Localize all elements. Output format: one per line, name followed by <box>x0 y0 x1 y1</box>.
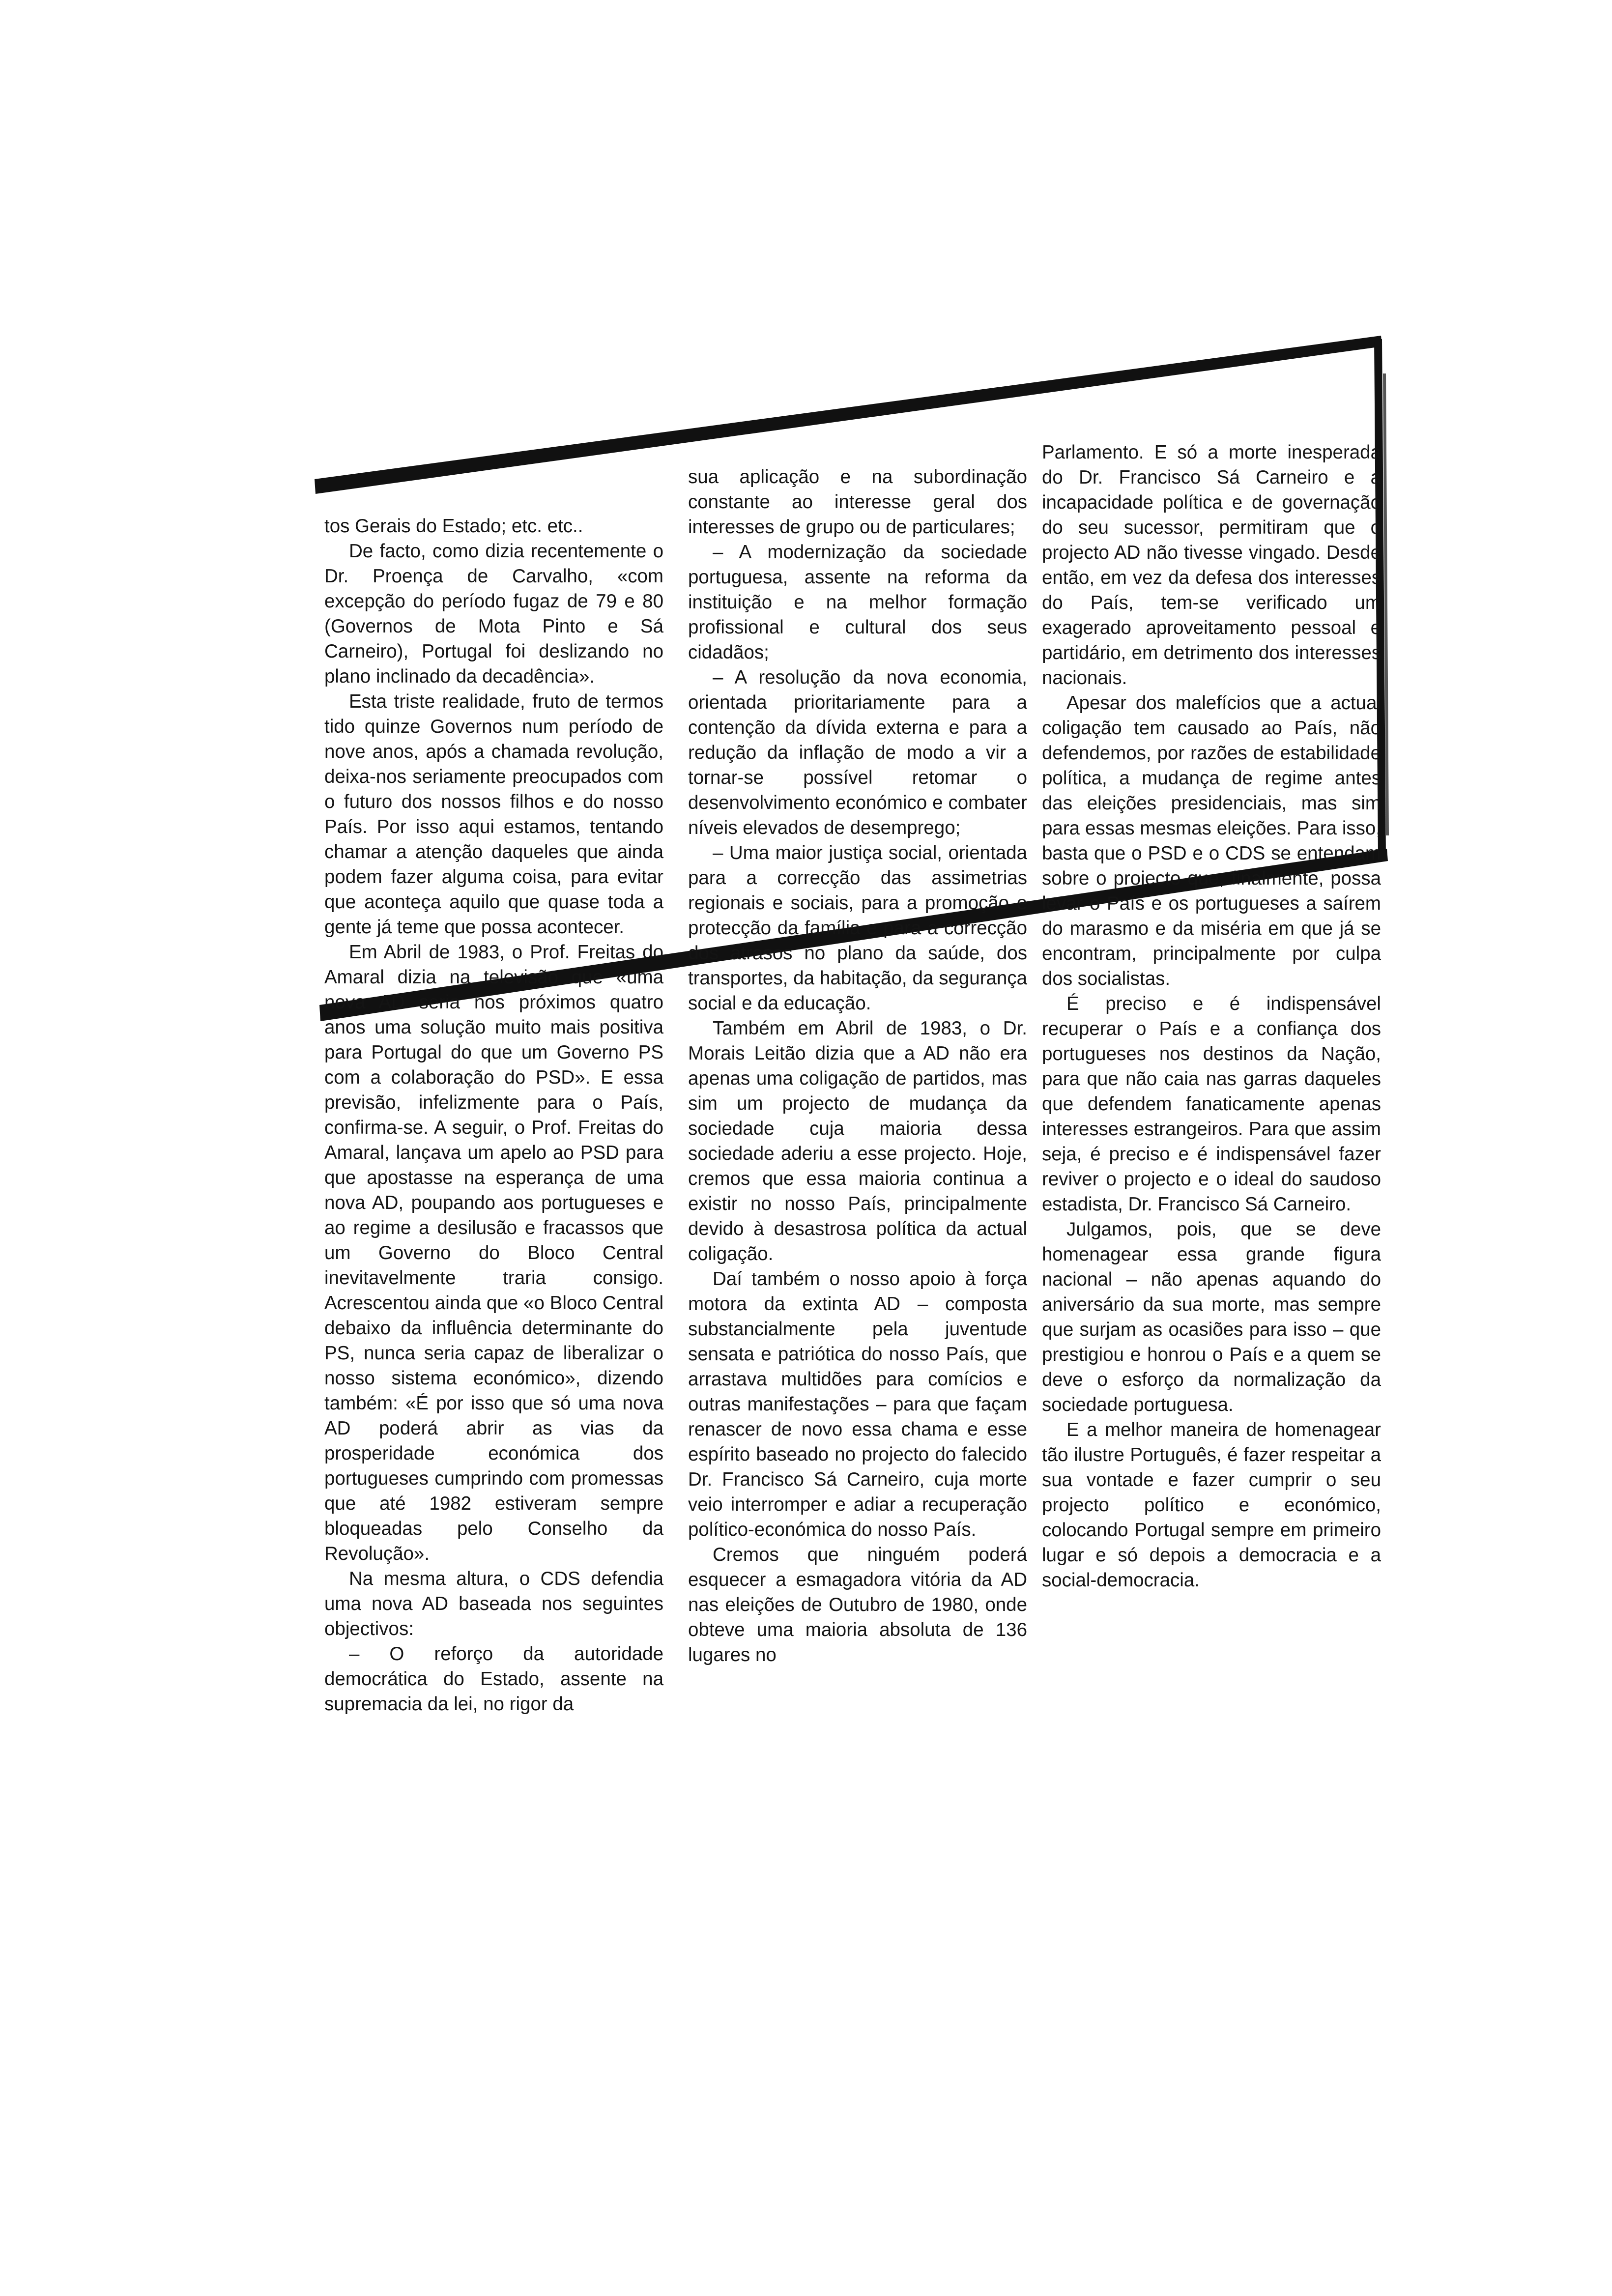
article-column-2 <box>688 464 1027 1667</box>
paragraph: Parlamento. E só a morte inesperada do Dr. Francisco Sá Carneiro e a incapacidade política e de governação do seu sucessor, permitiram que o projecto AD não tivesse vingado. Desde então, em vez da defesa dos interesses do País, tem-se verificado um exagerado aproveitamento pessoal e partidário, em detrimento dos interesses nacionais. <box>1042 442 1381 689</box>
article-column-3 <box>1042 440 1381 1593</box>
article-column-1 <box>324 514 663 1717</box>
paragraph: Também em Abril de 1983, o Dr. Morais Leitão dizia que a AD não era apenas uma coligação de partidos, mas sim um projecto de mudança da sociedade cuja maioria dessa sociedade aderiu a esse projecto. Hoje, cremos que essa maioria continua a existir no nosso País, principalmente devido à desastrosa política da actual coligação. <box>688 1018 1027 1264</box>
paragraph: Em Abril de 1983, o Prof. Freitas do Amaral dizia na televisão que «uma nova AD seria nos próximos quatro anos uma solução muito mais positiva para Portugal do que um Governo PS com a colaboração do PSD». E essa previsão, infelizmente para o País, confirma-se. A seguir, o Prof. Freitas do Amaral, lançava um apelo ao PSD para que apostasse na esperança de uma nova AD, poupando aos portugueses e ao regime a desilusão e fracassos que um Governo do Bloco Central inevitavelmente traria consigo. Acrescentou ainda que «o Bloco Central debaixo da influência determinante do PS, nunca seria capaz de liberalizar o nosso sistema económico», dizendo também: «É por isso que só uma nova AD poderá abrir as vias da prosperidade económica dos portugueses cumprindo com promessas que até 1982 estiveram sempre bloqueadas pelo Conselho da Revolução». <box>324 942 663 1564</box>
paragraph: – O reforço da autoridade democrática do Estado, assente na supremacia da lei, no rigor da <box>324 1643 663 1715</box>
paragraph: – A resolução da nova economia, orientada prioritariamente para a contenção da dívida externa e para a redução da inflação de modo a vir a tornar-se possível retomar o desenvolvimento económico e combater níveis elevados de desemprego; <box>688 667 1027 838</box>
paragraph: Apesar dos malefícios que a actual coligação tem causado ao País, não defendemos, por razões de estabilidade política, a mudança de regime antes das eleições presidenciais, mas sim para essas mesmas eleições. Para isso, basta que o PSD e o CDS se entendam sobre o projecto que, finalmente, possa levar o País e os portugueses a saírem do marasmo e da miséria em que já se encontram, principalmente por culpa dos socialistas. <box>1042 692 1381 989</box>
paragraph: Daí também o nosso apoio à força motora da extinta AD – composta substancialmente pela juventude sensata e patriótica do nosso País, que arrastava multidões para comícios e outras manifestações – para que façam renascer de novo essa chama e esse espírito baseado no projecto do falecido Dr. Francisco Sá Carneiro, cuja morte veio interromper e adiar a recuperação político-económica do nosso País. <box>688 1268 1027 1540</box>
paragraph: Esta triste realidade, fruto de termos tido quinze Governos num período de nove anos, após a chamada revolução, deixa-nos seriamente preocupados com o futuro dos nossos filhos e do nosso País. Por isso aqui estamos, tentando chamar a atenção daqueles que ainda podem fazer alguma coisa, para evitar que aconteça aquilo que quase toda a gente já teme que possa acontecer. <box>324 691 663 938</box>
paragraph: Na mesma altura, o CDS defendia uma nova AD baseada nos seguintes objectivos: <box>324 1568 663 1639</box>
paragraph: – Uma maior justiça social, orientada para a correcção das assimetrias regionais e sociais, para a promoção e protecção da família e para a correcção dos atrasos no plano da saúde, dos transportes, da habitação, da segurança social e da educação. <box>688 842 1027 1014</box>
paragraph: Cremos que ninguém poderá esquecer a esmagadora vitória da AD nas eleições de Outubro de 1980, onde obteve uma maioria absoluta de 136 lugares no <box>688 1544 1027 1665</box>
paragraph: sua aplicação e na subordinação constante ao interesse geral dos interesses de grupo ou de particulares; <box>688 466 1027 538</box>
paragraph: De facto, como dizia recentemente o Dr. Proença de Carvalho, «com excepção do período fugaz de 79 e 80 (Governos de Mota Pinto e Sá Carneiro), Portugal foi deslizando no plano inclinado da decadência». <box>324 541 663 687</box>
paragraph: tos Gerais do Estado; etc. etc.. <box>324 516 583 537</box>
paragraph: E a melhor maneira de homenagear tão ilustre Português, é fazer respeitar a sua vontade e fazer cumprir o seu projecto político e económico, colocando Portugal sempre em primeiro lugar e só depois a democracia e a social-democracia. <box>1042 1419 1381 1591</box>
paragraph: É preciso e é indispensável recuperar o País e a confiança dos portugueses nos destinos da Nação, para que não caia nas garras daqueles que defendem fanaticamente apenas interesses estrangeiros. Para que assim seja, é preciso e é indispensável fazer reviver o projecto e o ideal do saudoso estadista, Dr. Francisco Sá Carneiro. <box>1042 993 1381 1215</box>
paragraph: – A modernização da sociedade portuguesa, assente na reforma da instituição e na melhor formação profissional e cultural dos seus cidadãos; <box>688 542 1027 663</box>
paragraph: Julgamos, pois, que se deve homenagear essa grande figura nacional – não apenas aquando do aniversário da sua morte, mas sempre que surjam as ocasiões para isso – que prestigiou e honrou o País e a quem se deve o esforço da normalização da sociedade portuguesa. <box>1042 1219 1381 1415</box>
